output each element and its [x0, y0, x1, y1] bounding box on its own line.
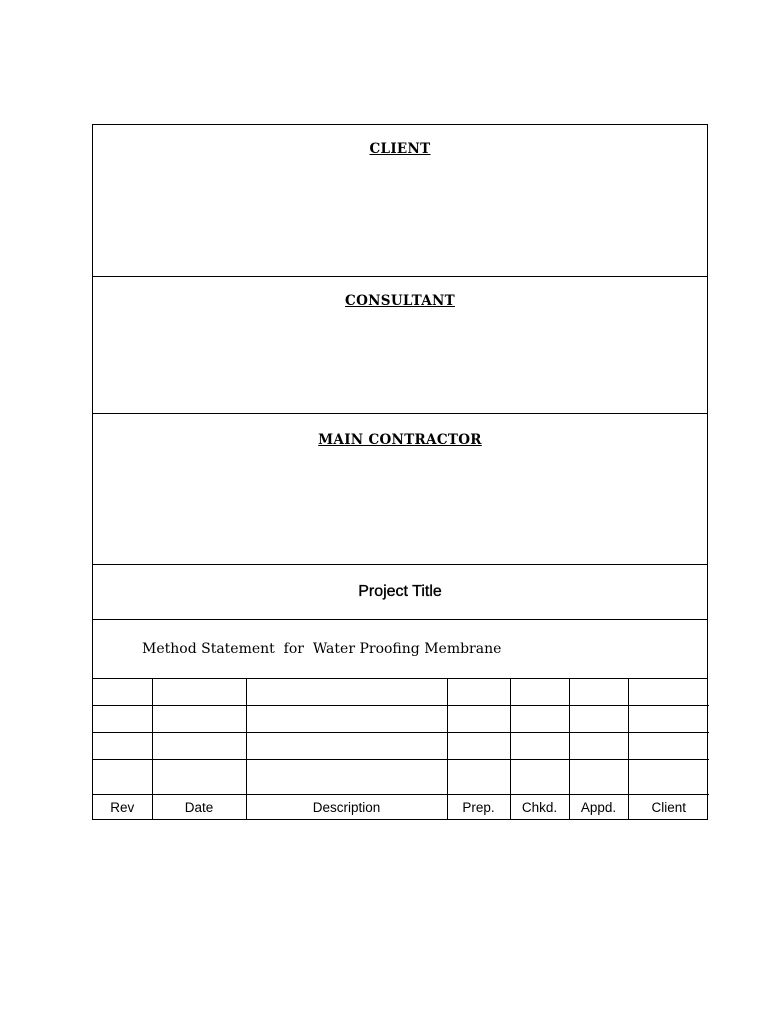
client-section	[93, 125, 707, 277]
table-cell	[447, 733, 510, 760]
column-header-description: Description	[246, 795, 447, 820]
column-header-prep: Prep.	[447, 795, 510, 820]
table-cell	[569, 679, 628, 706]
table-cell	[628, 679, 709, 706]
table-row	[93, 679, 709, 706]
table-cell	[510, 706, 569, 733]
table-cell	[246, 679, 447, 706]
table-cell	[152, 679, 246, 706]
project-title: Project Title	[358, 583, 442, 600]
table-cell	[569, 706, 628, 733]
consultant-section	[93, 277, 707, 414]
consultant-heading: CONSULTANT	[345, 293, 455, 309]
table-cell	[628, 706, 709, 733]
project-title-section	[93, 565, 707, 620]
table-cell	[628, 733, 709, 760]
method-statement-section	[93, 620, 707, 679]
table-cell	[93, 679, 152, 706]
table-cell	[447, 706, 510, 733]
client-heading: CLIENT	[369, 141, 431, 157]
table-cell	[628, 760, 709, 795]
table-cell	[152, 733, 246, 760]
column-header-client: Client	[651, 799, 686, 815]
table-cell	[246, 733, 447, 760]
table-cell	[510, 733, 569, 760]
main-contractor-heading: MAIN CONTRACTOR	[318, 432, 482, 448]
table-cell	[569, 760, 628, 795]
table-header-row	[93, 795, 709, 820]
table-cell	[152, 760, 246, 795]
table-cell	[447, 679, 510, 706]
table-cell	[93, 706, 152, 733]
table-cell	[93, 760, 152, 795]
method-statement-title: Method Statement for Water Proofing Membrane	[142, 641, 502, 657]
column-header-chkd: Chkd.	[510, 795, 569, 820]
column-header-appd: Appd.	[569, 795, 628, 820]
column-header-date: Date	[152, 795, 246, 820]
table-cell	[510, 679, 569, 706]
table-row	[93, 706, 709, 733]
table-cell	[569, 733, 628, 760]
table-cell	[510, 760, 569, 795]
table-row	[93, 760, 709, 795]
table-cell	[447, 760, 510, 795]
table-cell	[152, 706, 246, 733]
table-cell	[246, 706, 447, 733]
document-cover-sheet	[92, 124, 708, 820]
main-contractor-section	[93, 414, 707, 565]
table-row	[93, 733, 709, 760]
revision-table	[93, 679, 709, 819]
table-cell	[93, 733, 152, 760]
table-cell	[246, 760, 447, 795]
column-header-rev: Rev	[93, 795, 152, 820]
